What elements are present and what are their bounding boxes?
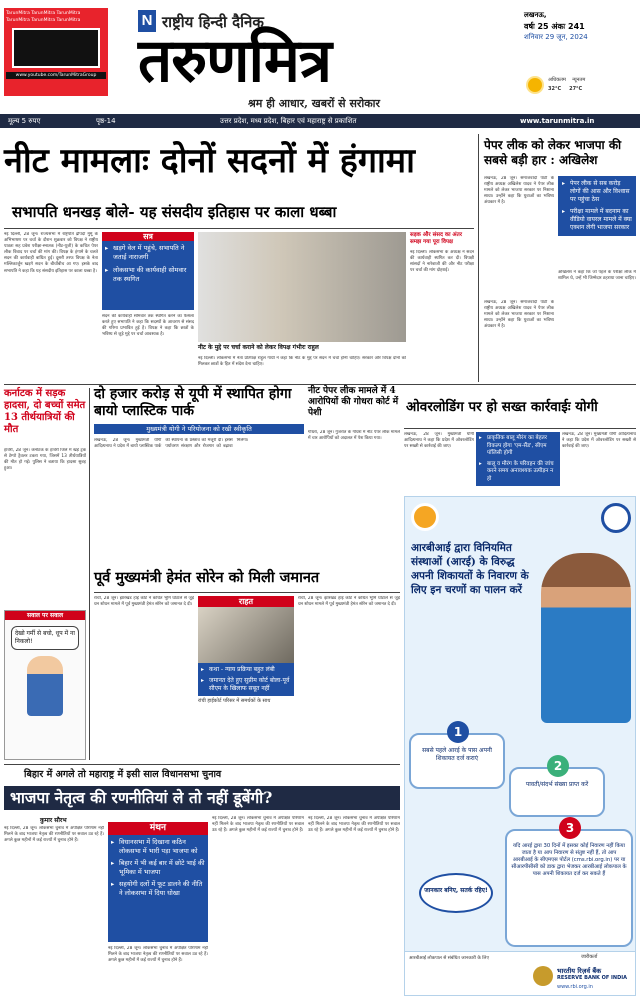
lead-side-head: सड़क और संसद का अंतर समझ गया पूरा विपक्ष — [410, 232, 463, 245]
rbi-logo-icon — [533, 966, 553, 986]
info-bar — [0, 114, 640, 128]
ad-badge-icon — [601, 503, 631, 533]
edition-city: लखनऊ, — [524, 11, 547, 19]
akhilesh-bullets: ▸ पेपर लीक से सब करोड़ लोगों की आस और विश्वास पर पहुंचा ठेस ▸ परीक्षा मामले में बदनाम का वीडियो वायरल मामले में क्या एक्शन लेगी भाजपा सरकार — [558, 176, 636, 236]
logo-mark: N — [138, 10, 156, 32]
ad-footer: आरबीआई लोकपाल से संबंधित जानकारी के लिए जारीकर्ता भारतीय रिज़र्व बैंक RESERVE BANK OF INDIA www.rbi.org.in — [405, 951, 636, 996]
bio-plastic-text: लखनऊ, 28 जून। मुख्यमंत्री योगी आदित्यनाथ ने प्रदेश में बायो प्लास्टिक पार्क की स्थापना के प्रस्ताव को मंजूरी दी। इससे पर्यावरण संरक्षण और रोजगार को बढ़ावा मिलेगा। — [94, 438, 249, 450]
cartoon-figure — [27, 656, 63, 716]
edition-volume: वर्षः 25 अंकः 241 — [524, 22, 585, 31]
cartoon: सवाल पर सवाल देखो गर्मी से बचो, धूप में ना निकलो! — [4, 610, 86, 760]
bihar-text-4: नई दिल्ली, 28 जून। लोकसभा चुनाव में अपेक्षित परिणाम नहीं मिलने के बाद भाजपा नेतृत्व की रणनीतियों पर सवाल उठ रहे हैं। अगले कुछ महीनों में कई राज्यों में चुनाव होने हैं। — [308, 816, 400, 834]
masthead-tag: राष्ट्रीय हिन्दी दैनिक — [162, 13, 264, 31]
bihar-byline: कुमार सौरभ — [40, 817, 67, 824]
neet-godhra-text: गोधरा, 28 जून। गुजरात के गोधरा में नीट पेपर लीक मामले में चार आरोपियों को अदालत में पेश किया गया। — [308, 430, 400, 442]
akhilesh-headline: पेपर लीक को लेकर भाजपा की सबसे बड़ी हार : अखिलेश — [484, 138, 622, 167]
bihar-box: मंथन ▸ विधानसभा में दिखाना कठिन लोकसभा में भारी पड़ा भाजपा को ▸ बिहार में भी कई बार में छोटे भाई की भूमिका में भाजपा ▸ सहयोगी दलों में फूट डालने की नीति ने लोकसभा में दिया धोखा — [108, 822, 208, 942]
akhilesh-col-3: लखनऊ, 28 जून। समाजवादी पार्टी के राष्ट्रीय अध्यक्ष अखिलेश यादव ने पेपर लीक मामले को लेकर भाजपा सरकार पर निशाना साधा। उन्होंने कहा कि युवाओं का भविष्य अंधकार में है। — [484, 300, 554, 330]
akhilesh-col: लखनऊ, 28 जून। समाजवादी पार्टी के राष्ट्रीय अध्यक्ष अखिलेश यादव ने पेपर लीक मामले को लेकर भाजपा सरकार पर निशाना साधा। उन्होंने कहा कि युवाओं का भविष्य अंधकार में है। — [484, 176, 554, 206]
lead-col-1: नई दिल्ली, 28 जून। राज्यसभा में राष्ट्रपति द्रौपदी मुर्मू के अभिभाषण पर चर्चा के दौरान शुक्रवार को विपक्ष ने राष्ट्रीय पात्रता सह प्रवेश परीक्षा-स्नातक (नीट-यूजी) के कथित पेपर लीक विवाद पर चर्चा की मांग की। विपक्ष के हंगामे के चलते सदन की कार्यवाही बाधित हुई। दूसरी तरफ विपक्ष के नेता मल्लिकार्जुन खड़गे सदन के बीचोंबीच आ गए। इसके बाद सभापति ने कहा कि यह संसदीय इतिहास पर काला धब्बा है। — [4, 232, 98, 274]
ad-bubble: जानकार बनिए, सतर्क रहिए! — [419, 873, 493, 913]
lead-col-4: नई दिल्ली। लोकसभा के अध्यक्ष ने सदन की कार्यवाही स्थगित कर दी। विपक्षी सांसदों ने नारेबाजी की और नीट परीक्षा पर चर्चा की मांग दोहराई। — [410, 250, 474, 274]
edition-info — [524, 10, 588, 43]
masthead-title: तरुणमित्र — [138, 26, 331, 96]
lead-headline: नीट मामलाः दोनों सदनों में हंगामा — [4, 141, 415, 181]
rbi-advertisement — [404, 496, 636, 996]
karnataka-text: हावेरी, 28 जून। कर्नाटक के हावेरी जिले में खड़े ट्रक से टेम्पो ट्रैवलर टकरा गया, जिसमें 13 तीर्थयात्रियों की मौत हो गई। पुलिस ने बताया कि हादसा सुबह हुआ। — [4, 448, 86, 472]
parliament-photo — [198, 232, 406, 342]
edition-date: शनिवार 29 जून, 2024 — [524, 33, 588, 41]
masthead-slogan: श्रम ही आधार, खबरों से सरोकार — [248, 97, 381, 110]
bihar-text-1: नई दिल्ली, 28 जून। लोकसभा चुनाव में अपेक्षित परिणाम नहीं मिलने के बाद भाजपा नेतृत्व की रणनीतियों पर सवाल उठ रहे हैं। अगले कुछ महीनों में कई राज्यों में चुनाव होने हैं। — [4, 826, 104, 844]
overloading-bullets: ▸ प्राकृतिक बालू मौरंग का बेहतर विकल्प होगा 'एम-सैंड', सीएम पॉलिसी होगी ▸ बालू व मौरंग के परिवहन की जांच करने समय अनावश्यक उत्पीड़न न हो — [476, 432, 560, 486]
bihar-kicker: बिहार में अगले तो महाराष्ट्र में इसी साल विधानसभा चुनाव — [24, 769, 222, 780]
youtube-ticker[interactable]: TarunMitra TarunMitra TarunMitra TarunMitra TarunMitra TarunMitra www.youtube.com/TarunMitraGroup — [4, 8, 108, 96]
weather-sun-icon — [528, 78, 542, 92]
ad-step-1: 1 सबसे पहले आरई के पास अपनी शिकायत दर्ज कराएं — [409, 733, 505, 789]
soren-text-1: रांची, 28 जून। झारखंड हाई कोर्ट ने कथित भूमि घोटाले से जुड़े धन शोधन मामले में पूर्व मुख्यमंत्री हेमंत सोरेन को जमानत दे दी। — [94, 596, 194, 608]
overloading-text: लखनऊ, 28 जून। मुख्यमंत्री योगी आदित्यनाथ ने कहा कि प्रदेश में ओवरलोडिंग पर सख्ती से कार्रवाई की जाए। — [404, 432, 474, 450]
lead-subhead: सभापति धनखड़ बोले- यह संसदीय इतिहास पर काला धब्बा — [12, 203, 337, 221]
ad-step-2: 2 पावती/संदर्भ संख्या प्राप्त करें — [509, 767, 605, 817]
overloading-headline: ओवरलोडिंग पर हो सख्त कार्रवाईः योगी — [406, 399, 598, 415]
neet-godhra-headline: नीट पेपर लीक मामले में 4 आरोपियों की गोधरा कोर्ट में पेशी — [308, 386, 399, 418]
overloading-text-2: लखनऊ, 28 जून। मुख्यमंत्री योगी आदित्यनाथ ने कहा कि प्रदेश में ओवरलोडिंग पर सख्ती से कार्रवाई की जाए। — [562, 432, 636, 450]
weather-box: अधिकतम न्यूनतम 32°C 27°C — [548, 77, 586, 92]
editions: उत्तर प्रदेश, मध्य प्रदेश, बिहार एवं महाराष्ट्र से प्रकाशित — [220, 117, 357, 125]
ad-step-3: 3 यदि आरई द्वारा 30 दिनों में इसका कोई निवारण नहीं किया जाता है या आप निवारण से संतुष्ट नहीं हैं, तो आप आरबीआई के सीएमएस पोर्टल (cms.rbi.org.in) पर या सीआरपीसीसी को डाक द्वारा भेजकर आरबीआई लोकपाल के पास अपनी शिकायत दर्ज कर सकते हैं — [505, 829, 633, 947]
lead-col-3: नई दिल्ली। लोकसभा में नेता प्रतिपक्ष राहुल गांधी ने कहा कि नीट के मुद्दे पर सदन में चर्चा होनी चाहिए। सरकार और विपक्ष दोनों को मिलकर छात्रों के हित में संदेश देना चाहिए। — [198, 356, 406, 368]
lead-photo-caption: नीट के मुद्दे पर चर्चा कराने को लेकर विपक्ष गंभीरः राहुल — [198, 344, 319, 351]
bihar-text-2: नई दिल्ली, 28 जून। लोकसभा चुनाव में अपेक्षित परिणाम नहीं मिलने के बाद भाजपा नेतृत्व की रणनीतियों पर सवाल उठ रहे हैं। अगले कुछ महीनों में कई राज्यों में चुनाव होने हैं। — [108, 946, 208, 964]
lead-col-2: सदन की कार्यवाही सोमवार तक स्थगित करने का फैसला करते हुए सभापति ने कहा कि सदस्यों के आचरण से संसद की गरिमा प्रभावित हुई है। विपक्ष ने कहा कि छात्रों के भविष्य से जुड़े मुद्दे पर चर्चा आवश्यक है। — [102, 314, 194, 338]
ad-person — [541, 553, 631, 723]
rbi-url[interactable]: www.rbi.org.in — [557, 984, 593, 990]
akhilesh-col-2: अखिलेश ने कहा कि जो पहले के परीक्षा लीक में शामिल थे, उन्हें भी जिम्मेदार ठहराया जाना चाहिए। — [558, 270, 636, 282]
bio-plastic-tag: मुख्यमंत्री योगी ने परियोजना को रखी स्वीकृति — [94, 424, 304, 434]
tv-frame — [12, 28, 100, 68]
bio-plastic-headline: दो हजार करोड़ से यूपी में स्थापित होगा बायो प्लास्टिक पार्क — [94, 386, 292, 419]
bihar-headline: भाजपा नेतृत्व की रणनीतियां ले तो नहीं डूबेंगी? — [4, 786, 400, 810]
soren-box: राहत ▸ कथा - न्याय प्रक्रिया बहुत लंबी ▸ जमानत देते हुए सुप्रीम कोर्ट बोला-पूर्व सीएम के खिलाफ सबूत नहीं रांची हाईकोर्ट परिसर में समर्थकों के साथ — [198, 596, 294, 760]
lead-sidebar: सत्र ▸ खड़गे वेल में पहुंचे, सभापति ने जताई नाराजगी ▸ लोकसभा की कार्यवाही सोमवार तक स्थगित — [102, 232, 194, 310]
ad-title: आरबीआई द्वारा विनियमित संस्थाओं (आरई) के विरुद्ध अपनी शिकायतों के निवारण के लिए इन चरणों का पालन करें — [411, 542, 529, 596]
price: मूल्य 5 रुपए — [8, 117, 41, 125]
karnataka-headline: कर्नाटक में सड़क हादसा, दो बच्चों समेत 13 तीर्थयात्रियों की मौत — [4, 388, 86, 435]
page-count: पृष्ठ-14 — [96, 117, 116, 125]
ad-logo-icon — [411, 503, 439, 531]
website-link[interactable]: www.tarunmitra.in — [520, 117, 595, 125]
soren-text-2: रांची, 28 जून। झारखंड हाई कोर्ट ने कथित भूमि घोटाले से जुड़े धन शोधन मामले में पूर्व मुख्यमंत्री हेमंत सोरेन को जमानत दे दी। — [298, 596, 400, 608]
soren-photo — [198, 607, 294, 663]
soren-headline: पूर्व मुख्यमंत्री हेमंत सोरेन को मिली जमानत — [94, 569, 320, 586]
bihar-text-3: नई दिल्ली, 28 जून। लोकसभा चुनाव में अपेक्षित परिणाम नहीं मिलने के बाद भाजपा नेतृत्व की रणनीतियों पर सवाल उठ रहे हैं। अगले कुछ महीनों में कई राज्यों में चुनाव होने हैं। — [212, 816, 304, 834]
